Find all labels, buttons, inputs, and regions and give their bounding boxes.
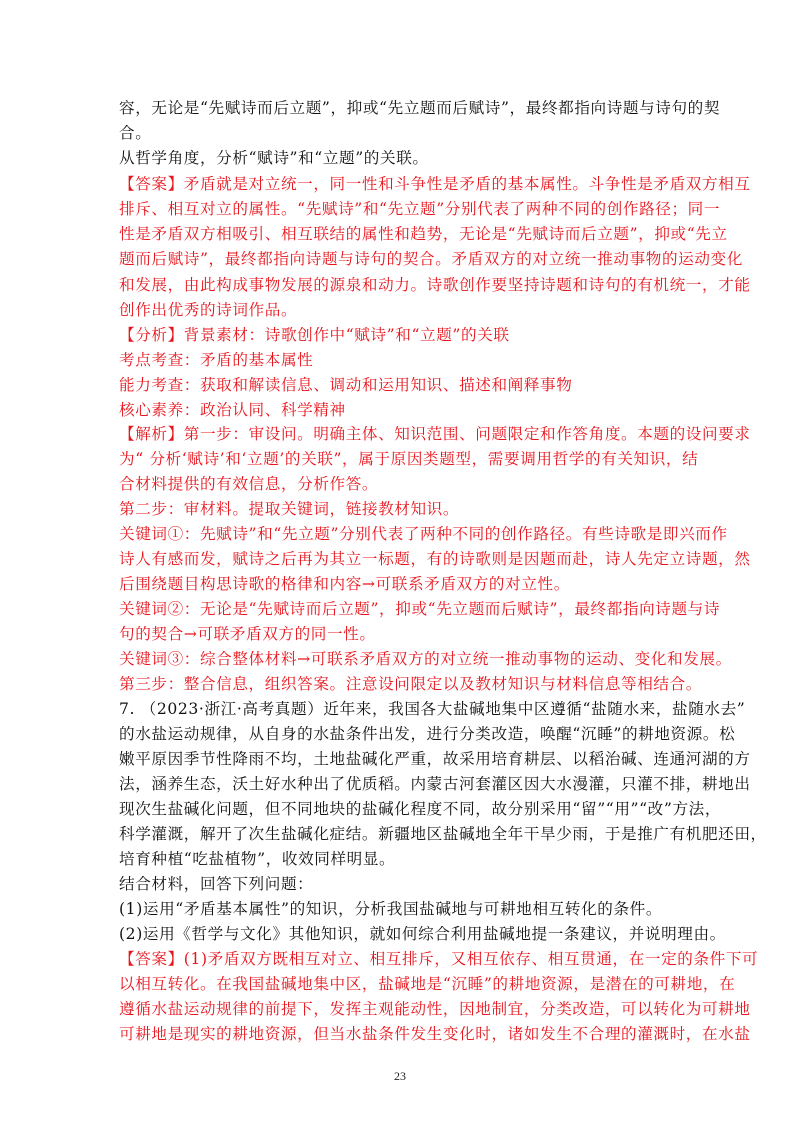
text-line: 【答案】(1)矛盾双方既相互对立、相互排斥，又相互依存、相互贯通，在一定的条件下可 bbox=[119, 950, 759, 968]
text-line: 以相互转化。在我国盐碱地集中区，盐碱地是“沉睡”的耕地资源，是潜在的可耕地，在 bbox=[119, 975, 736, 993]
text-line: 句的契合→可联矛盾双方的同一性。 bbox=[119, 625, 376, 643]
text-line: 题而后赋诗”，最终都指向诗题与诗句的契合。矛盾双方的对立统一推动事物的运动变化 bbox=[119, 250, 743, 268]
text-line: (2)运用《哲学与文化》其他知识，就如何综合利用盐碱地提一条建议，并说明理由。 bbox=[119, 925, 726, 943]
text-line: 后围绕题目构思诗歌的格律和内容→可联系矛盾双方的对立性。 bbox=[119, 575, 570, 593]
text-line: 为“ 分析‘赋诗’和‘立题’的关联”，属于原因类题型，需要调用哲学的有关知识，结 bbox=[119, 450, 699, 468]
text-line: 合。 bbox=[119, 124, 152, 142]
text-line: 现次生盐碱化问题，但不同地块的盐碱化程度不同，故分别采用“留”“用”“改”方法， bbox=[119, 800, 722, 818]
text-line: 【解析】第一步：审设问。明确主体、知识范围、问题限定和作答角度。本题的设问要求 bbox=[119, 425, 751, 443]
text-line: 核心素养：政治认同、科学精神 bbox=[119, 401, 346, 419]
text-line: 诗人有感而发，赋诗之后再为其立一标题，有的诗歌则是因题而赴，诗人先定立诗题，然 bbox=[119, 550, 751, 568]
text-line: 关键词①：先赋诗”和“先立题”分别代表了两种不同的创作路径。有些诗歌是即兴而作 bbox=[119, 525, 728, 543]
text-line: 科学灌溉，解开了次生盐碱化症结。新疆地区盐碱地全年干旱少雨，于是推广有机肥还田， bbox=[119, 825, 767, 843]
text-line: 创作出优秀的诗词作品。 bbox=[119, 301, 298, 319]
text-line: 合材料提供的有效信息，分析作答。 bbox=[119, 475, 379, 493]
text-line: 性是矛盾双方相吸引、相互联结的属性和趋势，无论是“先赋诗而后立题”，抑或“先立 bbox=[119, 225, 728, 243]
text-line: 第二步：审材料。提取关键词，链接教材知识。 bbox=[119, 500, 460, 518]
text-line: 【分析】背景素材：诗歌创作中“赋诗”和“立题”的关联 bbox=[119, 326, 510, 344]
text-line: 可耕地是现实的耕地资源，但当水盐条件发生变化时，诸如发生不合理的灌溉时，在水盐 bbox=[119, 1025, 751, 1043]
text-line: 结合材料，回答下列问题： bbox=[119, 875, 314, 893]
text-line: 关键词③：综合整体材料→可联系矛盾双方的对立统一推动事物的运动、变化和发展。 bbox=[119, 650, 732, 668]
text-line: 第三步：整合信息，组织答案。注意设问限定以及教材知识与材料信息等相结合。 bbox=[119, 675, 702, 693]
text-line: 遵循水盐运动规律的前提下，发挥主观能动性，因地制宜，分类改造，可以转化为可耕地 bbox=[119, 1000, 751, 1018]
text-line: 法，涵养生态，沃土好水种出了优质稻。内蒙古河套灌区因大水漫灌，只灌不排，耕地出 bbox=[119, 775, 751, 793]
text-line: 考点考查：矛盾的基本属性 bbox=[119, 351, 314, 369]
text-line: 7. （2023·浙江·高考真题）近年来，我国各大盐碱地集中区遵循“盐随水来，盐随水去” bbox=[119, 700, 746, 718]
text-line: 排斥、相互对立的属性。“先赋诗”和“先立题”分别代表了两种不同的创作路径；同一 bbox=[119, 200, 721, 218]
text-line: 从哲学角度，分析“赋诗”和“立题”的关联。 bbox=[119, 149, 429, 167]
text-line: 培育种植“吃盐植物”，收效同样明显。 bbox=[119, 850, 396, 868]
text-line: 关键词②：无论是“先赋诗而后立题”，抑或“先立题而后赋诗”，最终都指向诗题与诗 bbox=[119, 600, 721, 618]
text-line: 容，无论是“先赋诗而后立题”，抑或“先立题而后赋诗”，最终都指向诗题与诗句的契 bbox=[119, 99, 721, 117]
text-line: 【答案】矛盾就是对立统一，同一性和斗争性是矛盾的基本属性。斗争性是矛盾双方相互 bbox=[119, 175, 751, 193]
text-line: 嫩平原因季节性降雨不均，土地盐碱化严重，故采用培育耕层、以稻治碱、连通河湖的方 bbox=[119, 750, 751, 768]
page-number: 23 bbox=[394, 1069, 406, 1083]
text-line: 的水盐运动规律，从自身的水盐条件出发，进行分类改造，唤醒“沉睡”的耕地资源。松 bbox=[119, 725, 736, 743]
text-line: 和发展，由此构成事物发展的源泉和动力。诗歌创作要坚持诗题和诗句的有机统一，才能 bbox=[119, 276, 751, 294]
text-line: 能力考查：获取和解读信息、调动和运用知识、描述和阐释事物 bbox=[119, 376, 573, 394]
text-line: (1)运用“矛盾基本属性”的知识，分析我国盐碱地与可耕地相互转化的条件。 bbox=[119, 900, 663, 918]
